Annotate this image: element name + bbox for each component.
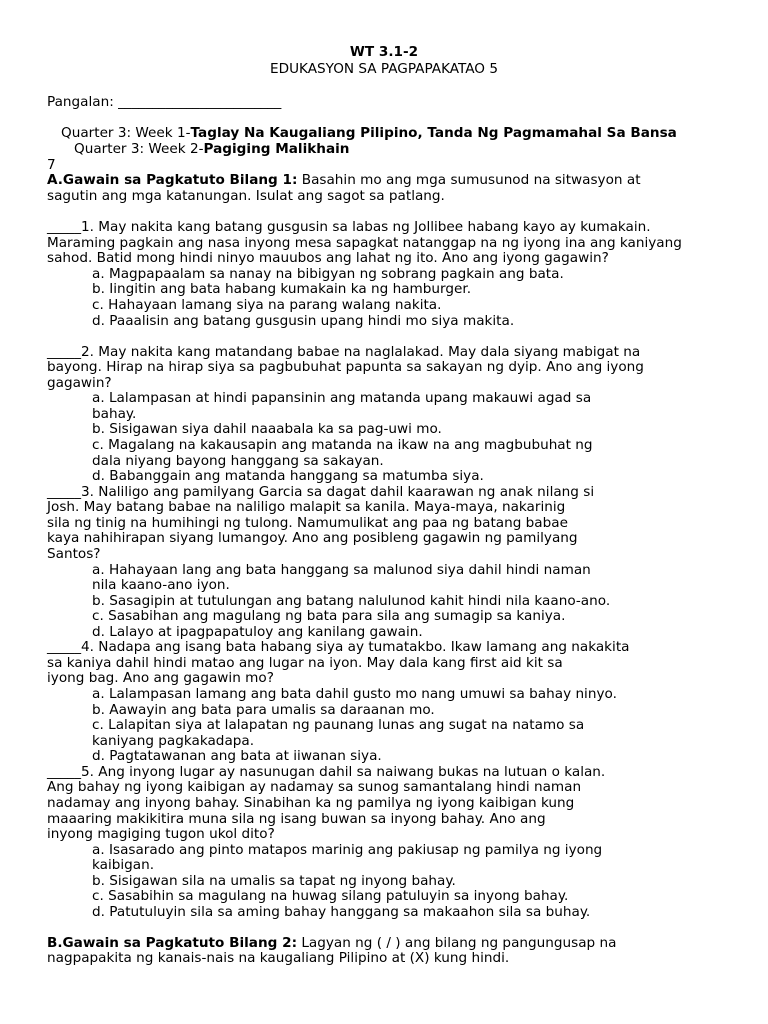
question-2-line-1: _____2. May nakita kang matandang babae na naglalakad. May dala siyang mabigat na	[47, 344, 641, 360]
question-3-choice-d: d. Lalayo at ipagpapatuloy ang kanilang gawain.	[92, 624, 423, 640]
question-3-line-5: Santos?	[47, 546, 101, 562]
part-a-instruction-2: sagutin ang mga katanungan. Isulat ang sagot sa patlang.	[47, 188, 445, 204]
question-3-line-2: Josh. May batang babae na naliligo malapit sa kanila. Maya-maya, nakarinig	[47, 499, 566, 515]
name-line	[47, 94, 281, 110]
question-3-choice-b: b. Sasagipin at tutulungan ang batang nalulunod kahit hindi nila kaano-ano.	[92, 593, 611, 609]
question-1-choice-a: a. Magpapaalam sa nanay na bibigyan ng sobrang pagkain ang bata.	[92, 266, 564, 282]
part-a-instruction: Basahin mo ang mga sumusunod na sitwasyon at	[297, 172, 641, 188]
question-2-line-2: bayong. Hirap na hirap siya sa pagbubuhat papunta sa sakayan ng dyip. Ano ang iyong	[47, 359, 644, 375]
part-b-heading: B.Gawain sa Pagkatuto Bilang 2:	[47, 935, 298, 951]
question-4-choice-b: b. Aawayin ang bata para umalis sa daraanan mo.	[92, 702, 435, 718]
question-2-choice-a: a. Lalampasan at hindi papansinin ang matanda upang makauwi agad sa	[92, 390, 592, 406]
question-4-line-2: sa kaniya dahil hindi matao ang lugar na iyon. May dala kang first aid kit sa	[47, 655, 563, 671]
question-2-choice-a-cont: bahay.	[92, 406, 137, 422]
part-b-instruction-2: nagpapakita ng kanais-nais na kaugaliang Pilipino at (X) kung hindi.	[47, 950, 510, 966]
question-5-line-2: Ang bahay ng iyong kaibigan ay nadamay sa sunog samantalang hindi naman	[47, 779, 582, 795]
question-5-choice-a-cont: kaibigan.	[92, 857, 155, 873]
question-1-choice-d: d. Paaalisin ang batang gusgusin upang hindi mo siya makita.	[92, 313, 515, 329]
question-5-line-4: maaaring makikitira muna sila ng isang buwan sa inyong bahay. Ano ang	[47, 811, 546, 827]
question-1-line-2: Maraming pagkain ang nasa inyong mesa sapagkat natanggap na ng iyong ina ang kaniyang	[47, 235, 682, 251]
question-4-choice-d: d. Pagtatawanan ang bata at iiwanan siya.	[92, 748, 382, 764]
question-4-choice-c-cont: kaniyang pagkakadapa.	[92, 733, 255, 749]
quarter-week-2	[74, 141, 349, 157]
worksheet-code: WT 3.1-2	[349, 44, 419, 60]
quarter-week-2-title: Pagiging Malikhain	[203, 141, 350, 157]
question-5-choice-b: b. Sisigawan sila na umalis sa tapat ng inyong bahay.	[92, 873, 456, 889]
name-blank: ________________________	[118, 94, 282, 110]
part-b-instruction: Lagyan ng ( / ) ang bilang ng pangungusap na	[297, 935, 617, 951]
question-3-choice-c: c. Sasabihan ang magulang ng bata para sila ang sumagip sa kaniya.	[92, 608, 566, 624]
question-5-line-1: _____5. Ang inyong lugar ay nasunugan dahil sa naiwang bukas na lutuan o kalan.	[47, 764, 606, 780]
question-5-choice-c: c. Sasabihin sa magulang na huwag silang patuluyin sa inyong bahay.	[92, 888, 569, 904]
subject-title: EDUKASYON SA PAGPAPAKATAO 5	[270, 61, 498, 77]
quarter-week-1-title: Taglay Na Kaugaliang Pilipino, Tanda Ng Pagmamahal Sa Bansa	[190, 125, 677, 141]
question-1-choice-c: c. Hahayaan lamang siya na parang walang nakita.	[92, 297, 442, 313]
question-4-line-3: iyong bag. Ano ang gagawin mo?	[47, 670, 274, 686]
question-3-choice-a-cont: nila kaano-ano iyon.	[92, 577, 230, 593]
part-a-heading-line	[47, 172, 641, 188]
question-2-choice-c: c. Magalang na kakausapin ang matanda na ikaw na ang magbubuhat ng	[92, 437, 593, 453]
quarter-week-2-prefix: Quarter 3: Week 2-	[74, 141, 204, 157]
question-3-line-4: kaya nahihirapan siyang lumangoy. Ano ang posibleng gagawin ng pamilyang	[47, 530, 578, 546]
part-b-heading-line	[47, 935, 616, 951]
question-5-line-5: inyong magiging tugon ukol dito?	[47, 826, 275, 842]
question-2-choice-c-cont: dala niyang bayong hanggang sa sakayan.	[92, 453, 384, 469]
question-4-line-1: _____4. Nadapa ang isang bata habang siya ay tumatakbo. Ikaw lamang ang nakakita	[47, 639, 630, 655]
question-1-choice-b: b. Iingitin ang bata habang kumakain ka ng hamburger.	[92, 281, 472, 297]
quarter-week-1	[61, 125, 677, 141]
question-4-choice-a: a. Lalampasan lamang ang bata dahil gusto mo nang umuwi sa bahay ninyo.	[92, 686, 617, 702]
question-3-line-1: _____3. Naliligo ang pamilyang Garcia sa dagat dahil kaarawan ng anak nilang si	[47, 484, 595, 500]
question-1-line-3: sahod. Batid mong hindi ninyo mauubos ang lahat ng ito. Ano ang iyong gagawin?	[47, 250, 609, 266]
part-a-heading: A.Gawain sa Pagkatuto Bilang 1:	[47, 172, 298, 188]
question-5-line-3: nadamay ang inyong bahay. Sinabihan ka ng pamilya ng iyong kaibigan kung	[47, 795, 575, 811]
question-2-line-3: gagawin?	[47, 375, 112, 391]
question-3-choice-a: a. Hahayaan lang ang bata hanggang sa malunod siya dahil hindi naman	[92, 562, 591, 578]
question-5-choice-a: a. Isasarado ang pinto matapos marinig ang pakiusap ng pamilya ng iyong	[92, 842, 603, 858]
question-2-choice-d: d. Babanggain ang matanda hanggang sa matumba siya.	[92, 468, 484, 484]
name-label: Pangalan:	[47, 94, 119, 110]
question-5-choice-d: d. Patutuluyin sila sa aming bahay hanggang sa makaahon sila sa buhay.	[92, 904, 591, 920]
question-4-choice-c: c. Lalapitan siya at lalapatan ng paunang lunas ang sugat na natamo sa	[92, 717, 585, 733]
question-3-line-3: sila ng tinig na humihingi ng tulong. Namumulikat ang paa ng batang babae	[47, 515, 568, 531]
quarter-week-1-prefix: Quarter 3: Week 1-	[61, 125, 191, 141]
question-1-line-1: _____1. May nakita kang batang gusgusin sa labas ng Jollibee habang kayo ay kumakain.	[47, 219, 651, 235]
question-2-choice-b: b. Sisigawan siya dahil naaabala ka sa pag-uwi mo.	[92, 421, 442, 437]
grade-number: 7	[47, 157, 56, 173]
